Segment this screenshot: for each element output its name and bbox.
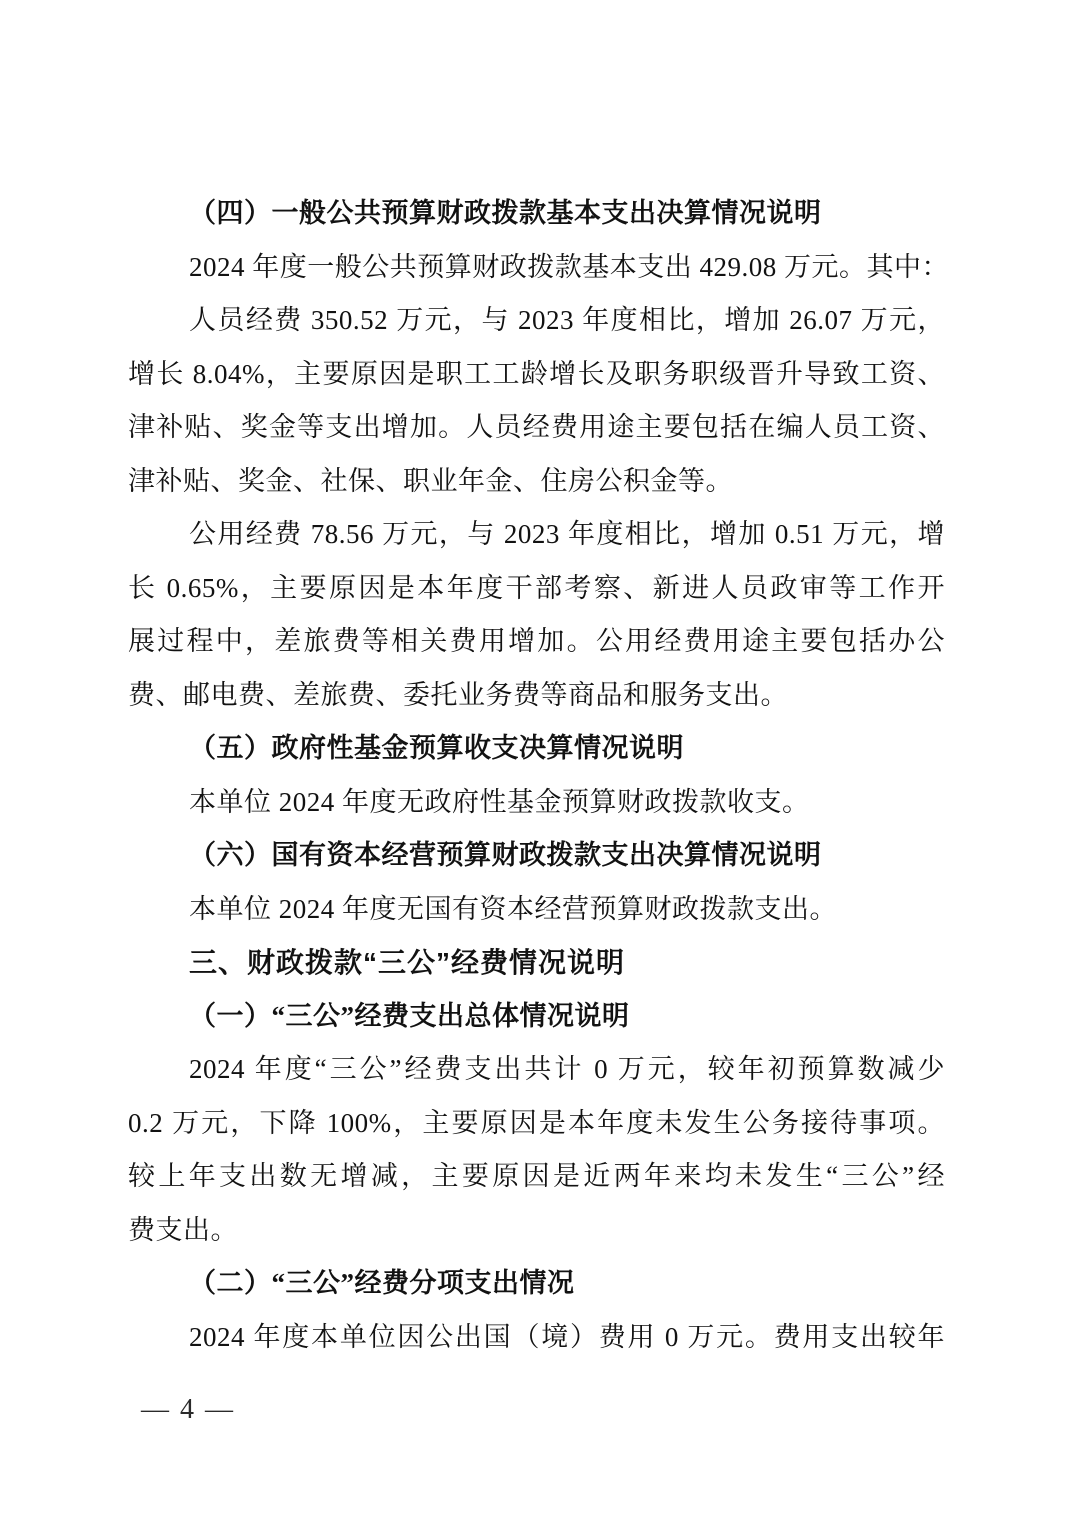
page-number: — 4 —	[141, 1394, 235, 1425]
body-line-public-funds-4: 费、邮电费、差旅费、委托业务费等商品和服务支出。	[128, 679, 788, 710]
heading-three-public-funds: 三、财政拨款“三公”经费情况说明	[189, 947, 626, 978]
body-line-three-public-3: 较上年支出数无增减，主要原因是近两年来均未发生“三公”经	[128, 1161, 945, 1191]
subheading-state-capital-budget: （六）国有资本经营预算财政拨款支出决算情况说明	[189, 840, 822, 870]
body-line-basic-expenditure-total: 2024 年度一般公共预算财政拨款基本支出 429.08 万元。其中：	[189, 251, 949, 282]
body-line-public-funds-1: 公用经费 78.56 万元，与 2023 年度相比，增加 0.51 万元，增	[189, 519, 945, 549]
body-line-three-public-1: 2024 年度“三公”经费支出共计 0 万元，较年初预算数减少	[189, 1054, 945, 1084]
body-line-personnel-funds-4: 津补贴、奖金、社保、职业年金、住房公积金等。	[128, 465, 733, 496]
body-line-no-state-capital: 本单位 2024 年度无国有资本经营预算财政拨款支出。	[189, 893, 837, 924]
subheading-three-public-overall: （一）“三公”经费支出总体情况说明	[189, 1000, 630, 1031]
body-line-personnel-funds-2: 增长 8.04%，主要原因是职工工龄增长及职务职级晋升导致工资、	[128, 358, 945, 389]
subheading-three-public-itemized: （二）“三公”经费分项支出情况	[189, 1268, 575, 1298]
body-line-personnel-funds-1: 人员经费 350.52 万元，与 2023 年度相比，增加 26.07 万元，	[189, 305, 945, 335]
body-line-overseas-trip: 2024 年度本单位因公出国（境）费用 0 万元。费用支出较年	[189, 1321, 945, 1352]
body-line-public-funds-3: 展过程中，差旅费等相关费用增加。公用经费用途主要包括办公	[128, 626, 945, 656]
body-line-public-funds-2: 长 0.65%，主要原因是本年度干部考察、新进人员政审等工作开	[128, 572, 945, 603]
body-line-three-public-2: 0.2 万元，下降 100%，主要原因是本年度未发生公务接待事项。	[128, 1107, 945, 1138]
body-line-no-govt-fund: 本单位 2024 年度无政府性基金预算财政拨款收支。	[189, 786, 810, 817]
document-body	[128, 187, 949, 1364]
body-line-three-public-4: 费支出。	[128, 1214, 238, 1245]
body-line-personnel-funds-3: 津补贴、奖金等支出增加。人员经费用途主要包括在编人员工资、	[128, 412, 945, 442]
subheading-govt-fund-budget: （五）政府性基金预算收支决算情况说明	[189, 733, 684, 763]
subheading-general-budget-basic-expenditure: （四）一般公共预算财政拨款基本支出决算情况说明	[189, 198, 822, 228]
